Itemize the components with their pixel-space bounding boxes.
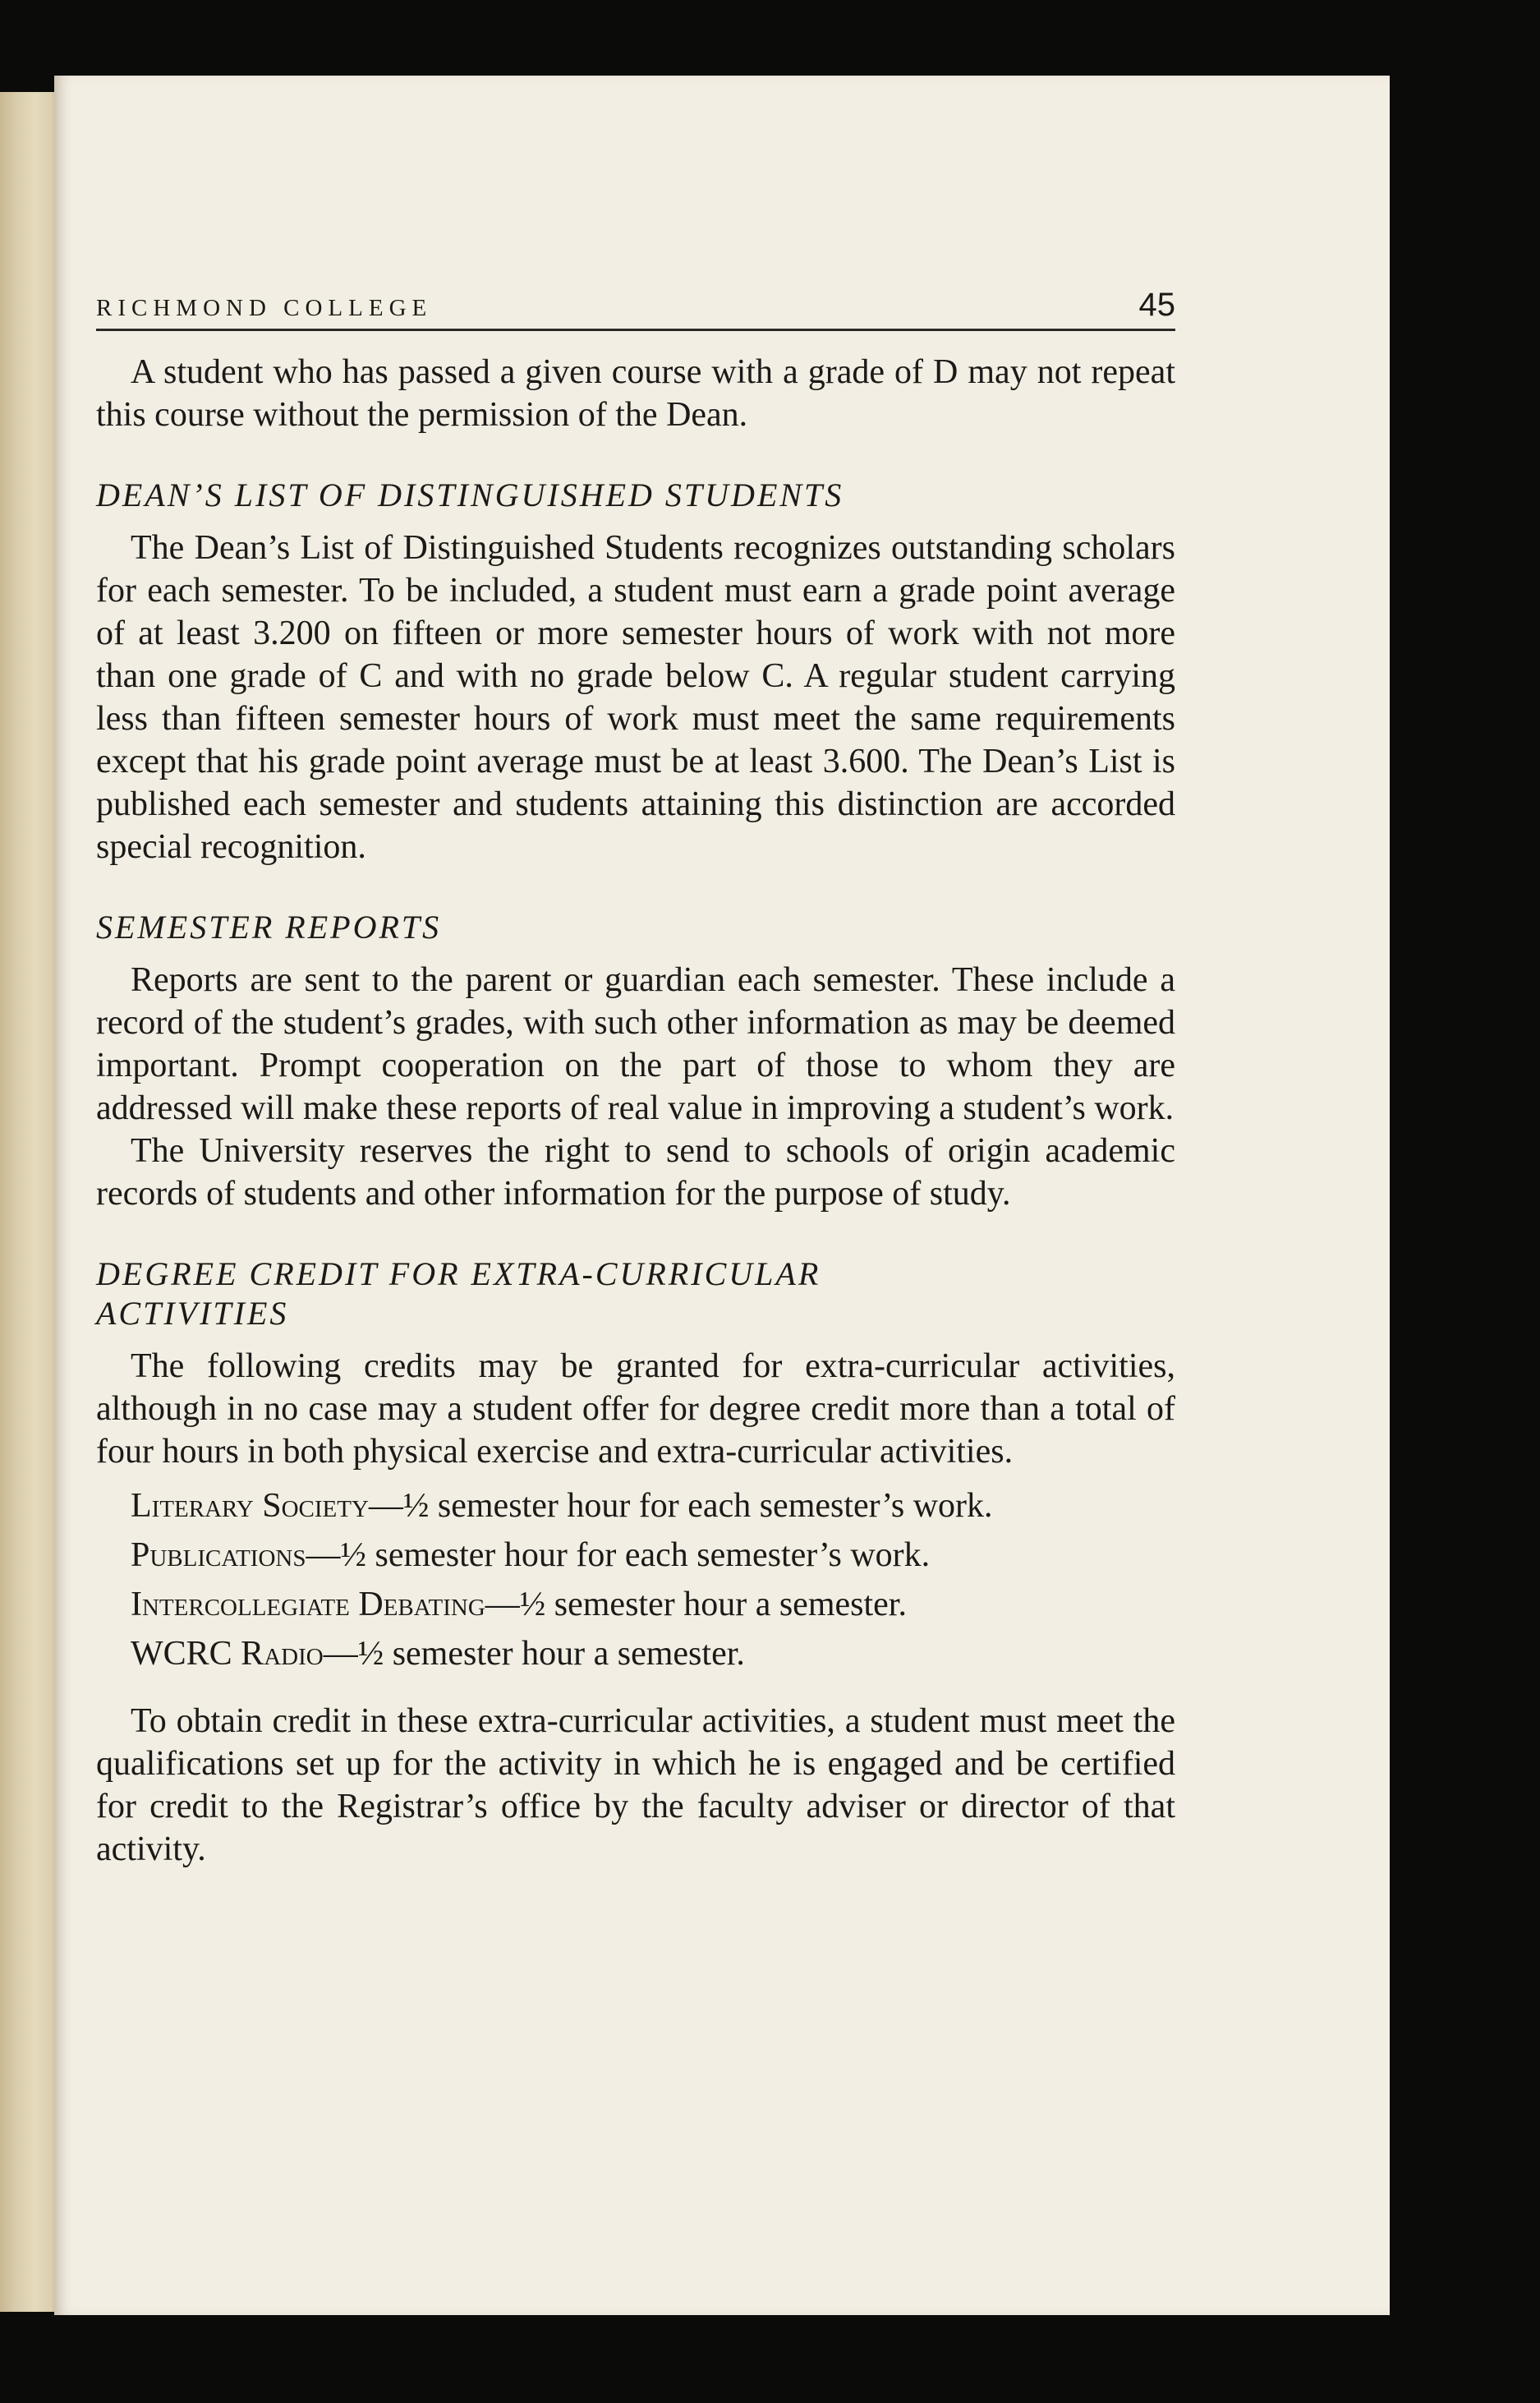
records-paragraph: The University reserves the right to send to schools of origin academic records of students and other information for the purpose of study. (96, 1132, 1175, 1213)
credit-item (96, 1580, 1175, 1629)
intro-paragraph: A student who has passed a given course with a grade of D may not repeat this course without the permission of the Dean. (96, 353, 1175, 434)
deans-list-heading: DEAN’S LIST OF DISTINGUISHED STUDENTS (96, 476, 844, 513)
credit-item (96, 1531, 1175, 1580)
credit-item (96, 1481, 1175, 1531)
credit-value: —½ semester hour a semester. (485, 1586, 907, 1623)
running-head (96, 288, 1175, 331)
credit-value: —½ semester hour for each semester’s work. (368, 1487, 993, 1525)
book-page (54, 76, 1390, 2315)
credit-list (96, 1481, 1175, 1678)
credit-value: —½ semester hour a semester. (323, 1635, 745, 1673)
credit-activity: Literary Society (131, 1487, 369, 1525)
degree-credit-heading: DEGREE CREDIT FOR EXTRA-CURRICULAR ACTIVITIES (96, 1255, 821, 1332)
semester-reports-paragraph: Reports are sent to the parent or guardian each semester. These include a record of the student’s grades, with such other information as may be deemed important. Prompt cooperation on the part of those to whom they are addressed will make these reports of real value in improving a student’s work. (96, 961, 1175, 1127)
degree-credit-paragraph: The following credits may be granted for extra-curricular activities, although in no case may a student offer for degree credit more than a total of four hours in both physical exercise and extra-curricular activities. (96, 1347, 1175, 1471)
credit-activity: Intercollegiate Debating (131, 1586, 485, 1623)
page-number: 45 (1138, 287, 1175, 323)
credit-item (96, 1629, 1175, 1678)
closing-paragraph: To obtain credit in these extra-curricular activities, a student must meet the qualifications set up for the activity in which he is engaged and be certified for credit to the Registrar’s office by the faculty adviser or director of that activity. (96, 1702, 1175, 1868)
deans-list-paragraph: The Dean’s List of Distinguished Students recognizes outstanding scholars for each semester. To be included, a student must earn a grade point average of at least 3.200 on fifteen or more semester hours of work with not more than one grade of C and with no grade below C. A regular student carrying less than fifteen semester hours of work must meet the same requirements except that his grade point average must be at least 3.600. The Dean’s List is published each semester and students attaining this distinction are accorded special recognition. (96, 529, 1175, 866)
credit-activity: WCRC Radio (131, 1635, 324, 1673)
credit-value: —½ semester hour for each semester’s work. (306, 1536, 931, 1574)
page-content (96, 288, 1175, 1871)
semester-reports-heading: SEMESTER REPORTS (96, 909, 442, 946)
running-title: RICHMOND COLLEGE (96, 295, 433, 321)
credit-activity: Publications (131, 1536, 306, 1574)
